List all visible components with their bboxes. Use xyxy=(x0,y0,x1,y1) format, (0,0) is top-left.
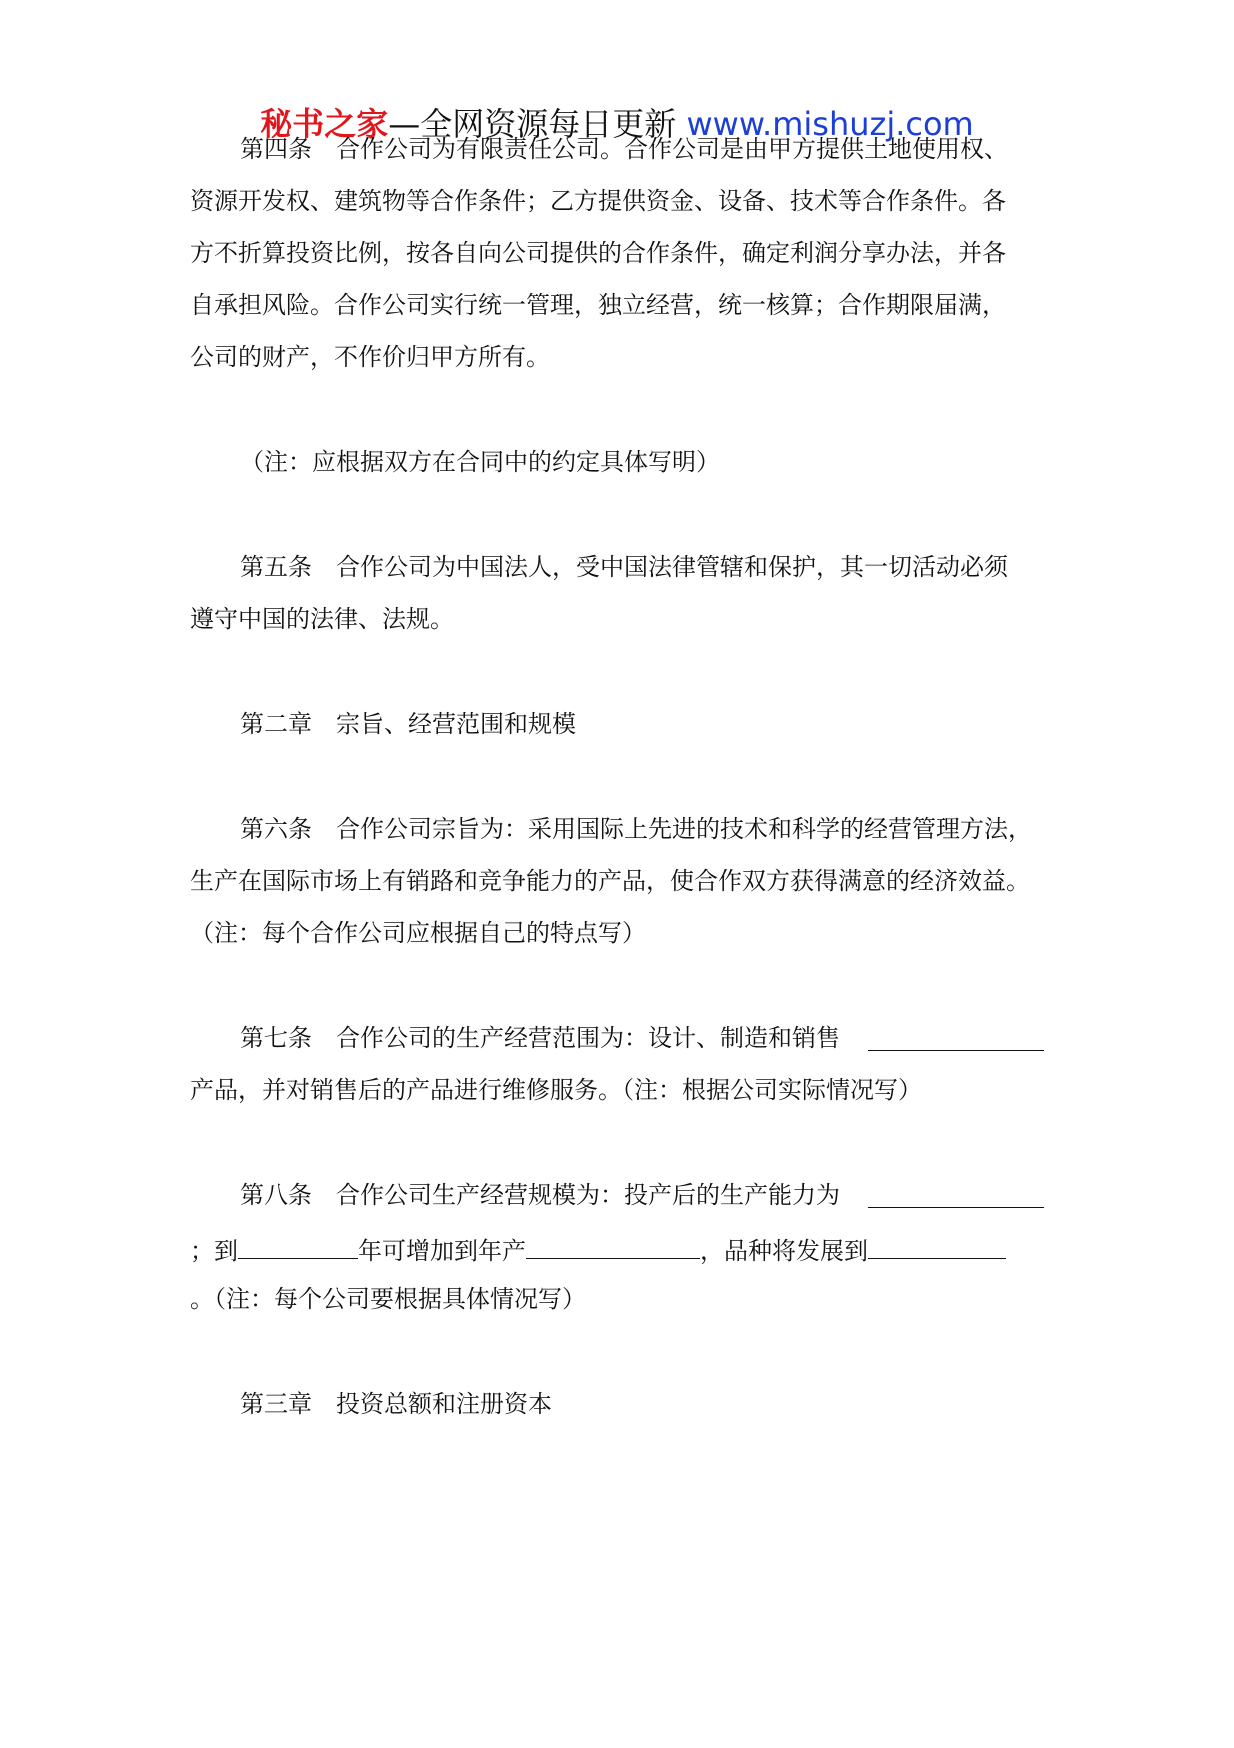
article-7-blank-product[interactable] xyxy=(868,1050,1044,1051)
article-8-text-variety: ，品种将发展到 xyxy=(700,1237,868,1265)
article-8-line-1: 第八条 合作公司生产经营规模为：投产后的生产能力为 xyxy=(240,1181,840,1209)
site-brand: 秘书之家 xyxy=(260,105,389,143)
article-8-line-2 xyxy=(190,1232,1006,1266)
chapter-3-heading: 第三章 投资总额和注册资本 xyxy=(240,1390,552,1418)
article-8-text-increase: 年可增加到年产 xyxy=(358,1237,526,1265)
site-url-link[interactable]: www.mishuzj.com xyxy=(686,105,974,143)
article-8-blank-capacity[interactable] xyxy=(868,1207,1044,1208)
article-7-line-2: 产品，并对销售后的产品进行维修服务。（注：根据公司实际情况写） xyxy=(190,1076,922,1104)
article-4-line-1: 第四条 合作公司为有限责任公司。合作公司是由甲方提供土地使用权、 xyxy=(240,135,1008,163)
article-4-line-4: 自承担风险。合作公司实行统一管理，独立经营，统一核算；合作期限届满， xyxy=(190,291,1006,319)
article-5-line-2: 遵守中国的法律、法规。 xyxy=(190,605,454,633)
note-article-4: （注：应根据双方在合同中的约定具体写明） xyxy=(240,448,720,476)
article-8-line-3: 。（注：每个公司要根据具体情况写） xyxy=(190,1285,586,1313)
article-8-blank-annual-output[interactable] xyxy=(526,1232,700,1259)
chapter-2-heading: 第二章 宗旨、经营范围和规模 xyxy=(240,710,576,738)
article-4-line-5: 公司的财产，不作价归甲方所有。 xyxy=(190,343,550,371)
site-slogan: —全网资源每日更新 xyxy=(388,105,677,143)
article-7-line-1: 第七条 合作公司的生产经营范围为：设计、制造和销售 xyxy=(240,1024,840,1052)
article-8-blank-year[interactable] xyxy=(238,1232,358,1259)
article-6-line-1: 第六条 合作公司宗旨为：采用国际上先进的技术和科学的经营管理方法， xyxy=(240,815,1032,843)
article-6-line-3: （注：每个合作公司应根据自己的特点写） xyxy=(190,919,646,947)
article-4-line-3: 方不折算投资比例，按各自向公司提供的合作条件，确定利润分享办法，并各 xyxy=(190,239,1006,267)
article-4-line-2: 资源开发权、建筑物等合作条件；乙方提供资金、设备、技术等合作条件。各 xyxy=(190,187,1006,215)
article-6-line-2: 生产在国际市场上有销路和竞争能力的产品，使合作双方获得满意的经济效益。 xyxy=(190,867,1030,895)
article-8-text-to: ；到 xyxy=(190,1237,238,1265)
article-8-blank-variety[interactable] xyxy=(868,1232,1006,1259)
article-5-line-1: 第五条 合作公司为中国法人，受中国法律管辖和保护，其一切活动必须 xyxy=(240,553,1008,581)
